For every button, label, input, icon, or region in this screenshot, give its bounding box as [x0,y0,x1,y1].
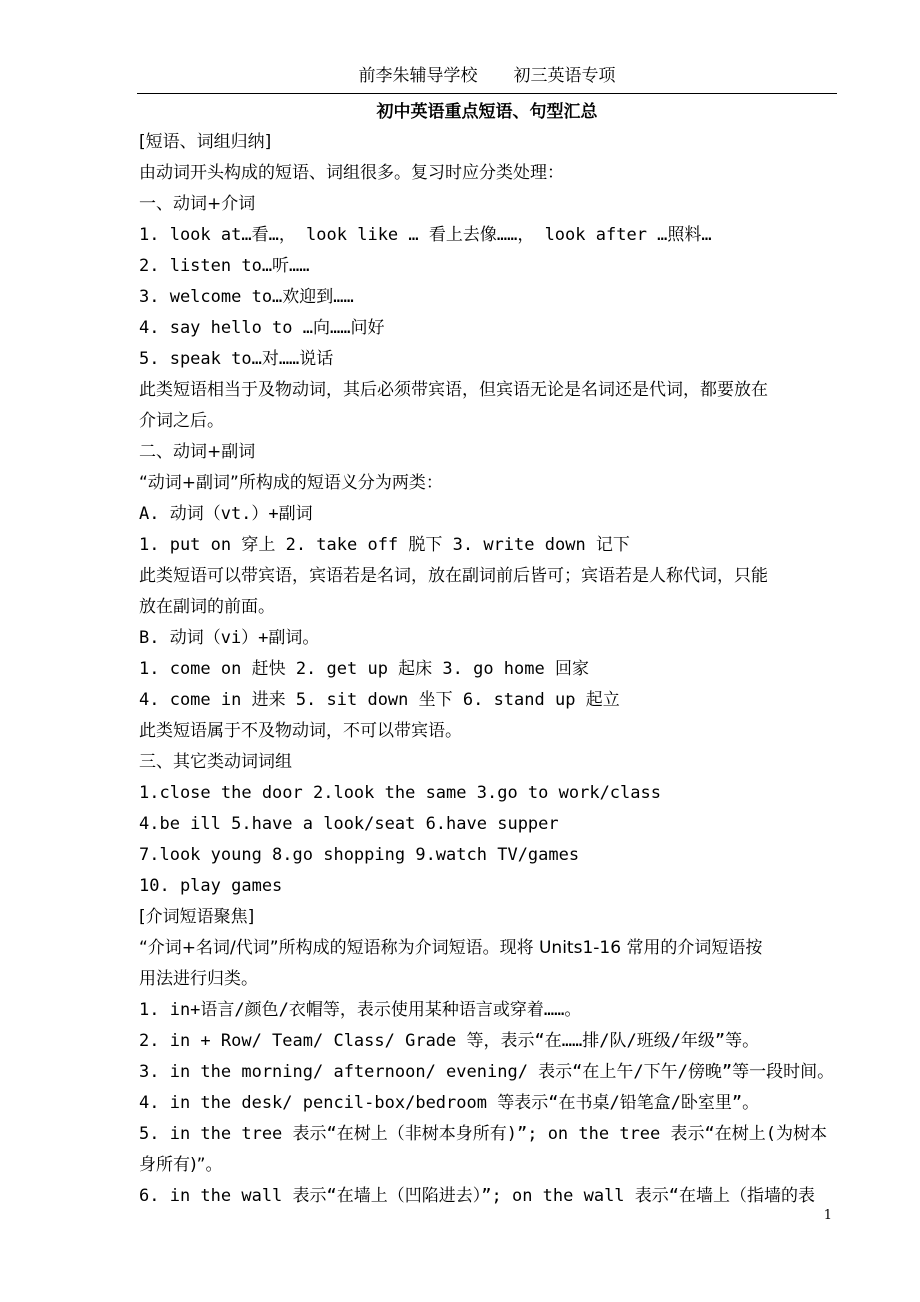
list-item: 1.close the door 2.look the same 3.go to work/class [139,783,661,803]
section-heading: [介词短语聚焦] [139,907,255,927]
list-item: 1. come on 赶快 2. get up 起床 3. go home 回家 [139,659,589,679]
paragraph-line: 身所有)”。 [139,1155,223,1175]
list-item: 3. in the morning/ afternoon/ evening/ 表示“在上午/下午/傍晚”等一段时间。 [139,1062,835,1082]
list-item: 2. in + Row/ Team/ Class/ Grade 等，表示“在……排/队/班级/年级”等。 [139,1031,760,1051]
list-item: 4. come in 进来 5. sit down 坐下 6. stand up 起立 [139,690,620,710]
paragraph-line: “介词+名词/代词”所构成的短语称为介词短语。现将 Units1-16 常用的介词短语按 [139,938,763,958]
paragraph-line: 放在副词的前面。 [139,597,275,617]
list-item: 4. in the desk/ pencil-box/bedroom 等表示“在书桌/铅笔盒/卧室里”。 [139,1093,760,1113]
paragraph-line: 由动词开头构成的短语、词组很多。复习时应分类处理： [139,163,564,183]
list-item: 1. put on 穿上 2. take off 脱下 3. write down 记下 [139,535,630,555]
paragraph-line: 介词之后。 [139,411,224,431]
paragraph-line: 此类短语相当于及物动词，其后必须带宾语，但宾语无论是名词还是代词，都要放在 [139,380,768,400]
list-item: 6. in the wall 表示“在墙上（凹陷进去）”; on the wall 表示“在墙上（指墙的表 [139,1186,816,1206]
subsection-heading: 三、其它类动词词组 [139,752,292,772]
paragraph-line: “动词+副词”所构成的短语义分为两类： [139,473,443,493]
header-school: 前李朱辅导学校 [358,66,478,86]
header-subject: 初三英语专项 [513,66,616,86]
subsection-heading: B. 动词（vi）+副词。 [139,628,320,648]
paragraph-line: 此类短语属于不及物动词，不可以带宾语。 [139,721,462,741]
list-item: 4.be ill 5.have a look/seat 6.have supper [139,814,559,834]
page-number: 1 [823,1208,832,1223]
subsection-heading: 二、动词+副词 [139,442,256,462]
paragraph-line: 用法进行归类。 [139,969,258,989]
document-body [139,127,839,1212]
section-heading: [短语、词组归纳] [139,132,272,152]
running-header [137,62,837,90]
list-item: 10. play games [139,876,283,896]
list-item: 1. look at…看…， look like … 看上去像……， look after …照料… [139,225,712,245]
subsection-heading: A. 动词（vt.）+副词 [139,504,313,524]
header-rule [137,93,837,94]
list-item: 5. in the tree 表示“在树上（非树本身所有)”; on the tree 表示“在树上(为树本 [139,1124,827,1144]
list-item: 5. speak to…对……说话 [139,349,334,369]
list-item: 4. say hello to …向……问好 [139,318,385,338]
paragraph-line: 此类短语可以带宾语，宾语若是名词，放在副词前后皆可；宾语若是人称代词，只能 [139,566,768,586]
list-item: 1. in+语言/颜色/衣帽等，表示使用某种语言或穿着……。 [139,1000,582,1020]
list-item: 7.look young 8.go shopping 9.watch TV/games [139,845,580,865]
list-item: 3. welcome to…欢迎到…… [139,287,354,307]
subsection-heading: 一、动词+介词 [139,194,256,214]
document-title: 初中英语重点短语、句型汇总 [376,102,598,122]
list-item: 2. listen to…听…… [139,256,310,276]
